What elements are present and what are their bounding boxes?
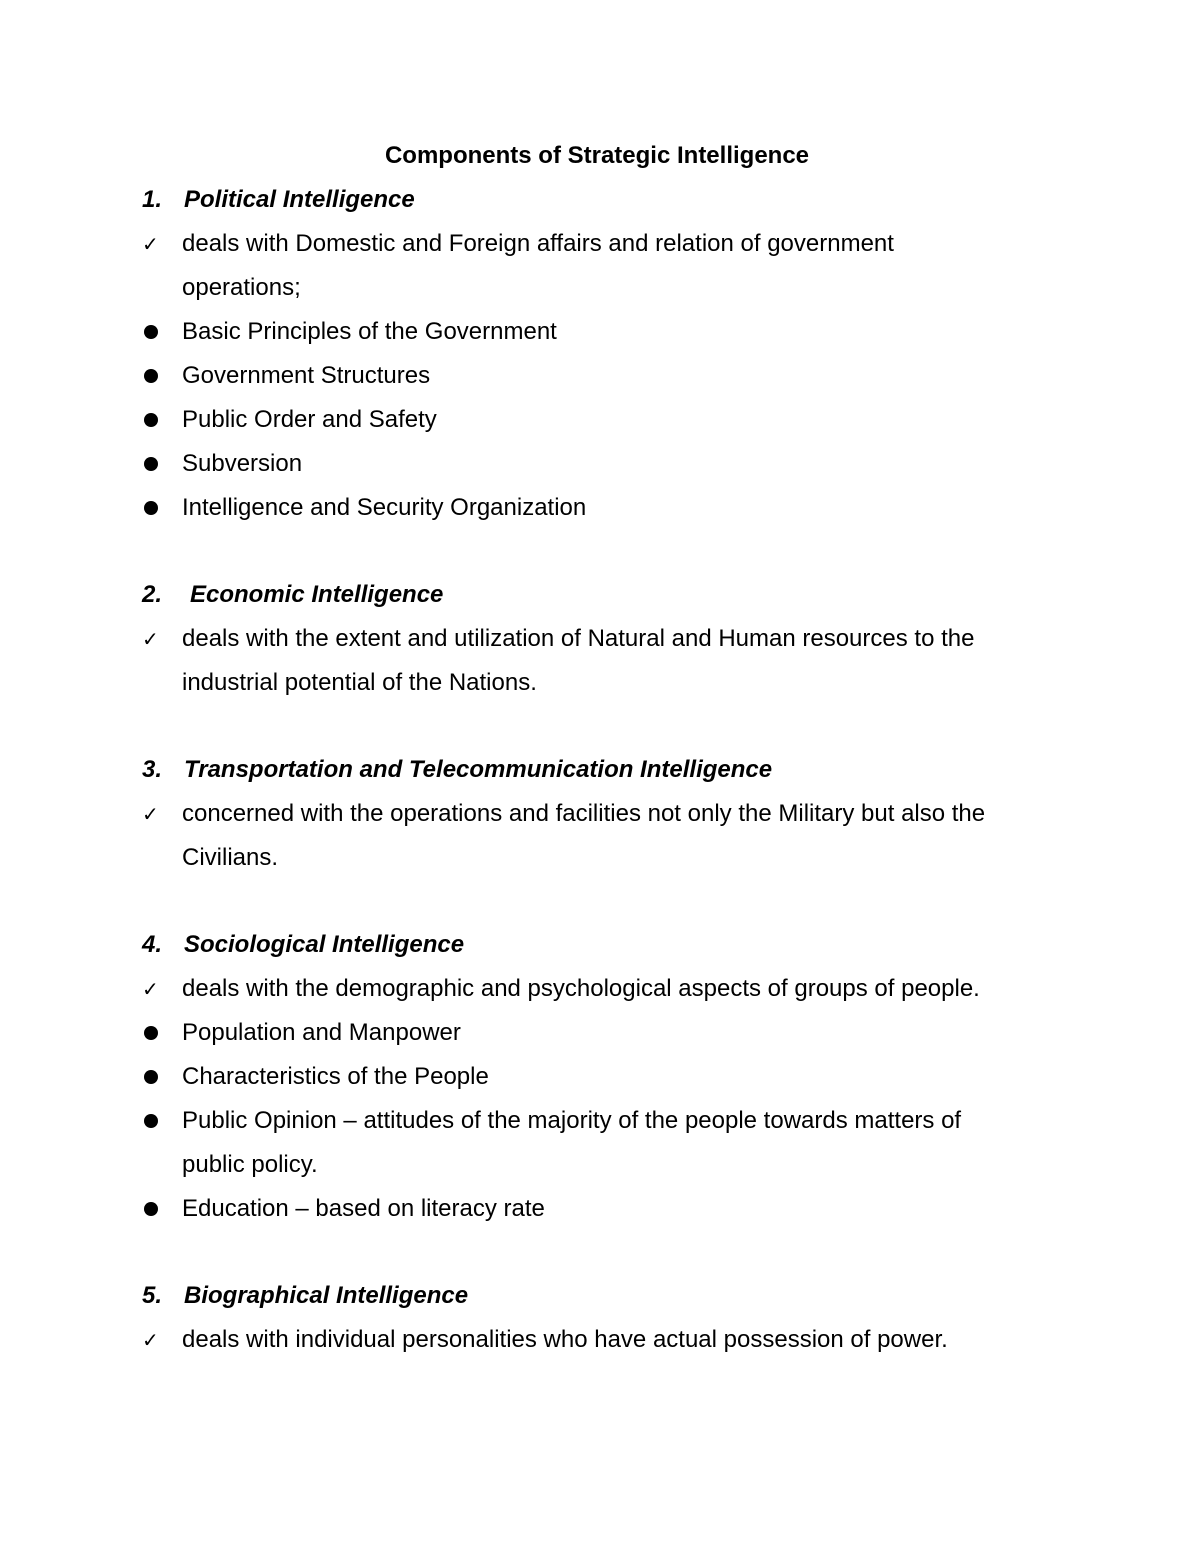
item-text: industrial potential of the Nations. <box>182 669 537 696</box>
check-mark-icon: ✓ <box>142 1328 159 1352</box>
bullet-dot-icon <box>144 501 158 515</box>
section-heading-biographical <box>140 1278 1070 1322</box>
item-text: operations; <box>182 274 301 301</box>
item-text: Basic Principles of the Government <box>182 318 557 345</box>
section-number: 2. <box>142 581 163 608</box>
bullet-item <box>140 402 1070 446</box>
bullet-item <box>140 314 1070 358</box>
check-item-continuation <box>140 840 1070 884</box>
document-body <box>140 182 1070 1366</box>
bullet-dot-icon <box>144 325 158 339</box>
item-text: deals with the extent and utilization of Natural and Human resources to the <box>182 625 975 652</box>
bullet-item-continuation <box>140 1147 1070 1191</box>
bullet-dot-icon <box>144 413 158 427</box>
item-text: Public Opinion – attitudes of the majority of the people towards matters of <box>182 1107 962 1134</box>
bullet-item <box>140 1059 1070 1103</box>
section-heading-political <box>140 182 1070 226</box>
bullet-dot-icon <box>144 1070 158 1084</box>
bullet-item <box>140 1103 1070 1147</box>
item-text: Education – based on literacy rate <box>182 1195 545 1222</box>
item-text: Government Structures <box>182 362 431 389</box>
section-number: 5. <box>142 1282 163 1309</box>
check-item-continuation <box>140 270 1070 314</box>
document-title: Components of Strategic Intelligence <box>384 142 810 169</box>
check-item <box>140 621 1070 665</box>
item-text: Intelligence and Security Organization <box>182 494 587 521</box>
section-title: Transportation and Telecommunication Intelligence <box>184 756 773 783</box>
check-mark-icon: ✓ <box>142 627 159 651</box>
bullet-item <box>140 1191 1070 1235</box>
item-text: Public Order and Safety <box>182 406 437 433</box>
bullet-item <box>140 490 1070 534</box>
section-title: Economic Intelligence <box>190 581 444 608</box>
bullet-item <box>140 1015 1070 1059</box>
section-title: Sociological Intelligence <box>184 931 465 958</box>
bullet-item <box>140 446 1070 490</box>
item-text: deals with individual personalities who have actual possession of power. <box>182 1326 948 1353</box>
item-text: Civilians. <box>182 844 279 871</box>
section-number: 3. <box>142 756 163 783</box>
item-text: deals with the demographic and psychological aspects of groups of people. <box>182 975 980 1002</box>
bullet-dot-icon <box>144 1114 158 1128</box>
section-number: 1. <box>142 186 163 213</box>
section-title: Biographical Intelligence <box>184 1282 469 1309</box>
section-title: Political Intelligence <box>184 186 415 213</box>
check-mark-icon: ✓ <box>142 232 159 256</box>
check-item <box>140 1322 1070 1366</box>
section-heading-economic <box>140 577 1070 621</box>
bullet-dot-icon <box>144 457 158 471</box>
bullet-dot-icon <box>144 1026 158 1040</box>
section-heading-transportation <box>140 752 1070 796</box>
bullet-dot-icon <box>144 369 158 383</box>
item-text: concerned with the operations and facilities not only the Military but also the <box>182 800 986 827</box>
check-item <box>140 971 1070 1015</box>
check-item <box>140 796 1070 840</box>
item-text: Subversion <box>182 450 303 477</box>
bullet-dot-icon <box>144 1202 158 1216</box>
item-text: Population and Manpower <box>182 1019 461 1046</box>
section-heading-sociological <box>140 927 1070 971</box>
item-text: deals with Domestic and Foreign affairs and relation of government <box>182 230 894 257</box>
item-text: public policy. <box>182 1151 318 1178</box>
check-mark-icon: ✓ <box>142 977 159 1001</box>
section-number: 4. <box>142 931 163 958</box>
check-mark-icon: ✓ <box>142 802 159 826</box>
check-item-continuation <box>140 665 1070 709</box>
check-item <box>140 226 1070 270</box>
item-text: Characteristics of the People <box>182 1063 489 1090</box>
bullet-item <box>140 358 1070 402</box>
